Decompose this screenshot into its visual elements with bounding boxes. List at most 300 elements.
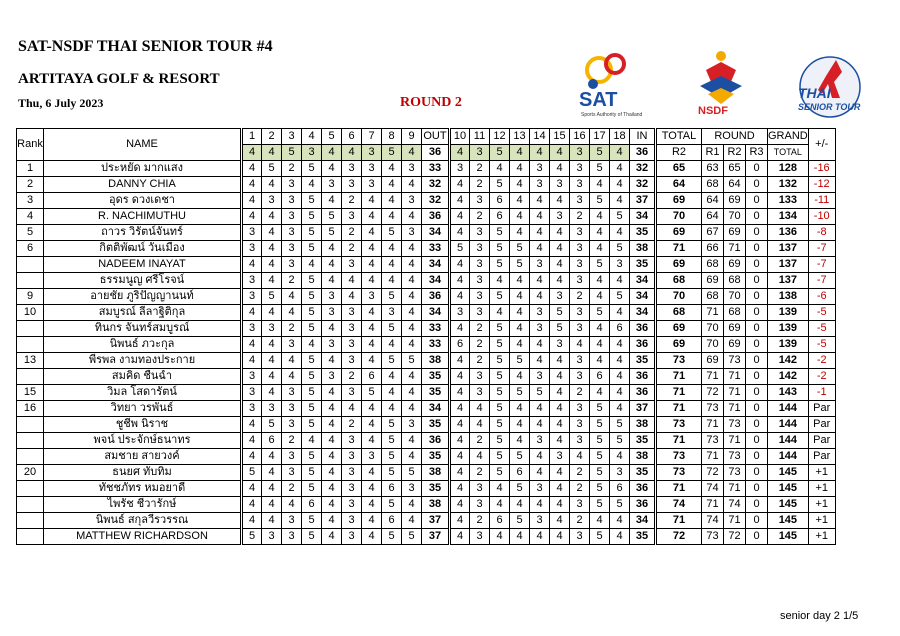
grand-total: 144 (768, 417, 809, 433)
hole-score: 3 (530, 433, 550, 449)
hole-score: 4 (302, 337, 322, 353)
hole-score: 4 (450, 417, 470, 433)
hole-score: 4 (322, 193, 342, 209)
r1-score: 72 (702, 385, 724, 401)
in-score: 34 (630, 305, 656, 321)
hole-score: 5 (362, 385, 382, 401)
grand-total: 139 (768, 321, 809, 337)
hole-score: 6 (382, 481, 402, 497)
hole-score: 5 (610, 433, 630, 449)
round-total: 71 (656, 433, 702, 449)
r1-score: 71 (702, 305, 724, 321)
hole-score: 4 (550, 481, 570, 497)
hole-score: 3 (342, 513, 362, 529)
hole-score: 4 (402, 273, 422, 289)
hole-score: 4 (450, 513, 470, 529)
hole-score: 5 (302, 209, 322, 225)
hole-score: 3 (570, 241, 590, 257)
out-score: 32 (422, 177, 450, 193)
hole-score: 4 (262, 465, 282, 481)
round-total: 73 (656, 417, 702, 433)
to-par: -16 (808, 161, 835, 177)
in-score: 32 (630, 177, 656, 193)
to-par: -10 (808, 209, 835, 225)
table-row (17, 529, 836, 545)
grand-total: 145 (768, 497, 809, 513)
round-total: 69 (656, 337, 702, 353)
hole-score: 3 (342, 433, 362, 449)
hole-score: 4 (450, 289, 470, 305)
r3-score: 0 (746, 209, 768, 225)
grand-total: 145 (768, 481, 809, 497)
hole-score: 6 (490, 513, 510, 529)
player-name: นิพนธ์ สกุลวีรวรรณ (44, 513, 242, 529)
hole-score: 4 (342, 273, 362, 289)
in-score: 37 (630, 401, 656, 417)
r1-score: 71 (702, 449, 724, 465)
hole-score: 5 (382, 289, 402, 305)
r3-score: 0 (746, 465, 768, 481)
hole-score: 3 (342, 481, 362, 497)
in-score: 36 (630, 337, 656, 353)
hole-score: 5 (262, 289, 282, 305)
rank-cell: 10 (17, 305, 44, 321)
in-score: 35 (630, 529, 656, 545)
hole-score: 3 (342, 161, 362, 177)
hole-header: 5 (322, 129, 342, 145)
table-row (17, 209, 836, 225)
hole-score: 5 (490, 289, 510, 305)
hole-score: 4 (342, 401, 362, 417)
round-total: 71 (656, 401, 702, 417)
par-cell: 4 (262, 145, 282, 161)
hole-score: 4 (362, 257, 382, 273)
hole-score: 4 (590, 353, 610, 369)
rank-cell: 20 (17, 465, 44, 481)
r2-score: 74 (724, 497, 746, 513)
hole-score: 6 (382, 513, 402, 529)
in-score: 38 (630, 449, 656, 465)
r3-score: 0 (746, 193, 768, 209)
hole-score: 2 (470, 513, 490, 529)
hole-score: 3 (342, 305, 362, 321)
r3-score: 0 (746, 481, 768, 497)
hole-score: 4 (450, 481, 470, 497)
hole-header: 18 (610, 129, 630, 145)
grand-total: 136 (768, 225, 809, 241)
to-par: +1 (808, 497, 835, 513)
leaderboard-table (16, 128, 836, 545)
grand-total: 134 (768, 209, 809, 225)
to-par: +1 (808, 529, 835, 545)
to-par: +1 (808, 465, 835, 481)
hole-score: 4 (322, 529, 342, 545)
hole-score: 4 (510, 529, 530, 545)
hole-score: 4 (362, 481, 382, 497)
round-total: 68 (656, 305, 702, 321)
r2-score: 73 (724, 417, 746, 433)
r1-score: 71 (702, 369, 724, 385)
hole-score: 4 (590, 209, 610, 225)
sub-r1-header: R1 (702, 145, 724, 161)
hole-score: 4 (530, 241, 550, 257)
hole-score: 3 (282, 225, 302, 241)
hole-score: 3 (342, 449, 362, 465)
hole-score: 4 (610, 161, 630, 177)
hole-score: 5 (382, 417, 402, 433)
hole-score: 4 (302, 177, 322, 193)
hole-score: 4 (510, 209, 530, 225)
in-score: 38 (630, 241, 656, 257)
hole-score: 4 (322, 513, 342, 529)
name-header: NAME (44, 129, 242, 161)
hole-score: 4 (322, 433, 342, 449)
hole-score: 5 (382, 497, 402, 513)
hole-score: 3 (242, 225, 262, 241)
player-name: อายชัย ภูริปัญญานนท์ (44, 289, 242, 305)
hole-score: 5 (490, 417, 510, 433)
hole-score: 4 (402, 241, 422, 257)
player-name: อุดร ดวงเดชา (44, 193, 242, 209)
hole-score: 2 (282, 161, 302, 177)
hole-score: 5 (550, 321, 570, 337)
to-par: +1 (808, 481, 835, 497)
hole-score: 4 (450, 497, 470, 513)
hole-score: 3 (362, 289, 382, 305)
hole-score: 2 (470, 337, 490, 353)
hole-score: 4 (610, 529, 630, 545)
hole-score: 4 (322, 241, 342, 257)
hole-score: 3 (402, 225, 422, 241)
round-total: 69 (656, 193, 702, 209)
hole-score: 4 (610, 513, 630, 529)
hole-score: 5 (490, 225, 510, 241)
hole-score: 5 (302, 353, 322, 369)
hole-header: 14 (530, 129, 550, 145)
grand-total: 144 (768, 401, 809, 417)
r2-score: 70 (724, 209, 746, 225)
round-label: ROUND 2 (400, 95, 462, 110)
hole-header: 16 (570, 129, 590, 145)
par-cell: 4 (322, 145, 342, 161)
rank-cell (17, 481, 44, 497)
r1-score: 69 (702, 353, 724, 369)
hole-score: 4 (450, 225, 470, 241)
hole-score: 5 (382, 321, 402, 337)
hole-score: 4 (382, 257, 402, 273)
grand-total: 132 (768, 177, 809, 193)
hole-score: 4 (382, 177, 402, 193)
hole-score: 4 (530, 225, 550, 241)
hole-score: 3 (570, 305, 590, 321)
hole-score: 4 (610, 449, 630, 465)
to-par: -7 (808, 257, 835, 273)
hole-score: 4 (262, 369, 282, 385)
hole-score: 3 (282, 513, 302, 529)
r1-score: 66 (702, 241, 724, 257)
hole-score: 5 (382, 449, 402, 465)
rank-cell (17, 497, 44, 513)
r1-score: 73 (702, 529, 724, 545)
player-name: R. NACHIMUTHU (44, 209, 242, 225)
grand-total: 145 (768, 529, 809, 545)
hole-score: 4 (610, 337, 630, 353)
hole-score: 3 (550, 289, 570, 305)
hole-score: 5 (610, 241, 630, 257)
par-cell: 3 (570, 145, 590, 161)
hole-score: 4 (262, 257, 282, 273)
r1-score: 72 (702, 465, 724, 481)
par-cell: 4 (402, 145, 422, 161)
round-total: 73 (656, 449, 702, 465)
table-row (17, 337, 836, 353)
table-row (17, 465, 836, 481)
hole-score: 4 (362, 353, 382, 369)
hole-score: 5 (590, 481, 610, 497)
hole-score: 5 (590, 449, 610, 465)
hole-score: 4 (590, 241, 610, 257)
hole-score: 4 (262, 241, 282, 257)
to-par: Par (808, 449, 835, 465)
hole-score: 4 (510, 417, 530, 433)
table-row (17, 481, 836, 497)
rank-header: Rank (17, 129, 44, 161)
r3-score: 0 (746, 337, 768, 353)
hole-score: 3 (470, 385, 490, 401)
r3-score: 0 (746, 321, 768, 337)
hole-score: 5 (382, 353, 402, 369)
out-score: 36 (422, 289, 450, 305)
rank-cell: 13 (17, 353, 44, 369)
hole-score: 3 (550, 177, 570, 193)
hole-score: 4 (382, 385, 402, 401)
hole-score: 3 (570, 273, 590, 289)
r1-score: 69 (702, 273, 724, 289)
hole-score: 3 (470, 497, 490, 513)
par-cell: 5 (282, 145, 302, 161)
hole-score: 3 (282, 241, 302, 257)
player-name: สมบูรณ์ ลีลาฐิติกุล (44, 305, 242, 321)
hole-score: 4 (242, 449, 262, 465)
r1-score: 70 (702, 337, 724, 353)
hole-score: 5 (302, 193, 322, 209)
hole-score: 3 (342, 385, 362, 401)
hole-score: 4 (402, 305, 422, 321)
r3-score: 0 (746, 161, 768, 177)
hole-score: 4 (510, 273, 530, 289)
hole-score: 4 (402, 497, 422, 513)
out-score: 34 (422, 401, 450, 417)
r2-score: 65 (724, 161, 746, 177)
hole-score: 4 (242, 177, 262, 193)
hole-score: 4 (402, 337, 422, 353)
sub-r3-header: R3 (746, 145, 768, 161)
rank-cell (17, 433, 44, 449)
hole-header: 1 (242, 129, 262, 145)
r3-score: 0 (746, 257, 768, 273)
hole-score: 5 (510, 385, 530, 401)
hole-score: 4 (530, 193, 550, 209)
hole-score: 4 (322, 449, 342, 465)
par-cell: 4 (450, 145, 470, 161)
hole-score: 4 (510, 321, 530, 337)
hole-score: 4 (322, 385, 342, 401)
grand-total: 139 (768, 337, 809, 353)
rank-cell (17, 273, 44, 289)
hole-score: 4 (302, 433, 322, 449)
hole-score: 2 (342, 193, 362, 209)
hole-score: 5 (262, 161, 282, 177)
hole-score: 4 (510, 177, 530, 193)
hole-score: 4 (550, 433, 570, 449)
table-row (17, 449, 836, 465)
hole-score: 2 (470, 161, 490, 177)
par-cell: 4 (510, 145, 530, 161)
out-score: 35 (422, 481, 450, 497)
r2-score: 69 (724, 193, 746, 209)
hole-score: 4 (530, 353, 550, 369)
hole-score: 4 (450, 401, 470, 417)
r3-score: 0 (746, 177, 768, 193)
out-score: 35 (422, 449, 450, 465)
hole-score: 4 (530, 337, 550, 353)
hole-score: 4 (262, 177, 282, 193)
hole-score: 3 (570, 353, 590, 369)
hole-score: 4 (530, 417, 550, 433)
hole-score: 4 (242, 497, 262, 513)
hole-score: 3 (610, 257, 630, 273)
hole-score: 4 (610, 369, 630, 385)
r1-score: 70 (702, 321, 724, 337)
hole-score: 3 (610, 465, 630, 481)
hole-score: 4 (362, 513, 382, 529)
hole-score: 3 (550, 209, 570, 225)
hole-score: 4 (450, 321, 470, 337)
rank-cell (17, 321, 44, 337)
r3-score: 0 (746, 273, 768, 289)
player-name: ทินกร จันทร์สมบูรณ์ (44, 321, 242, 337)
hole-score: 3 (570, 417, 590, 433)
hole-score: 5 (490, 353, 510, 369)
r2-score: 70 (724, 289, 746, 305)
in-score: 35 (630, 225, 656, 241)
round-total: 74 (656, 497, 702, 513)
out-header: OUT (422, 129, 450, 145)
round-total: 69 (656, 257, 702, 273)
hole-header: 2 (262, 129, 282, 145)
in-score: 34 (630, 273, 656, 289)
hole-score: 3 (570, 401, 590, 417)
hole-score: 5 (302, 401, 322, 417)
hole-score: 3 (570, 177, 590, 193)
hole-score: 4 (610, 177, 630, 193)
hole-score: 4 (590, 273, 610, 289)
hole-score: 3 (282, 465, 302, 481)
table-row (17, 161, 836, 177)
hole-score: 5 (302, 529, 322, 545)
hole-score: 5 (590, 529, 610, 545)
in-score: 36 (630, 385, 656, 401)
to-par: Par (808, 433, 835, 449)
r2-score: 68 (724, 305, 746, 321)
in-score: 35 (630, 465, 656, 481)
hole-score: 5 (302, 241, 322, 257)
hole-score: 4 (450, 257, 470, 273)
hole-score: 2 (570, 513, 590, 529)
hole-score: 4 (550, 465, 570, 481)
hole-score: 3 (470, 369, 490, 385)
hole-score: 5 (510, 241, 530, 257)
hole-score: 4 (570, 337, 590, 353)
hole-score: 5 (590, 465, 610, 481)
hole-score: 4 (262, 385, 282, 401)
in-score: 32 (630, 161, 656, 177)
hole-score: 4 (470, 401, 490, 417)
hole-score: 4 (262, 209, 282, 225)
hole-score: 4 (490, 273, 510, 289)
hole-score: 5 (610, 497, 630, 513)
par-cell: 4 (610, 145, 630, 161)
rank-cell (17, 369, 44, 385)
grand-total: 142 (768, 353, 809, 369)
r2-score: 71 (724, 433, 746, 449)
hole-score: 6 (262, 433, 282, 449)
grand-total: 133 (768, 193, 809, 209)
hole-score: 4 (510, 337, 530, 353)
r1-score: 71 (702, 417, 724, 433)
r3-score: 0 (746, 241, 768, 257)
hole-score: 3 (570, 225, 590, 241)
hole-score: 6 (510, 465, 530, 481)
thai-senior-tour-logo (790, 54, 870, 120)
rank-cell: 6 (17, 241, 44, 257)
round-total: 69 (656, 225, 702, 241)
hole-score: 4 (282, 353, 302, 369)
r2-score: 69 (724, 225, 746, 241)
r3-score: 0 (746, 353, 768, 369)
player-name: พีรพล งามทองประกาย (44, 353, 242, 369)
hole-score: 5 (490, 433, 510, 449)
r3-score: 0 (746, 529, 768, 545)
hole-score: 6 (450, 337, 470, 353)
hole-score: 4 (510, 225, 530, 241)
r2-score: 69 (724, 337, 746, 353)
rank-cell: 5 (17, 225, 44, 241)
hole-score: 4 (590, 513, 610, 529)
hole-score: 2 (470, 353, 490, 369)
hole-score: 3 (342, 353, 362, 369)
table-row (17, 177, 836, 193)
table-row (17, 289, 836, 305)
hole-score: 4 (302, 257, 322, 273)
hole-score: 4 (322, 481, 342, 497)
hole-score: 5 (510, 449, 530, 465)
round-total: 68 (656, 273, 702, 289)
hole-score: 2 (470, 321, 490, 337)
hole-score: 3 (530, 161, 550, 177)
hole-score: 4 (262, 497, 282, 513)
hole-score: 4 (282, 497, 302, 513)
hole-score: 2 (470, 209, 490, 225)
hole-score: 4 (402, 401, 422, 417)
hole-score: 5 (510, 513, 530, 529)
hole-score: 3 (530, 321, 550, 337)
r3-score: 0 (746, 401, 768, 417)
grand-total: 139 (768, 305, 809, 321)
hole-score: 4 (550, 161, 570, 177)
hole-score: 3 (282, 449, 302, 465)
hole-score: 4 (510, 401, 530, 417)
